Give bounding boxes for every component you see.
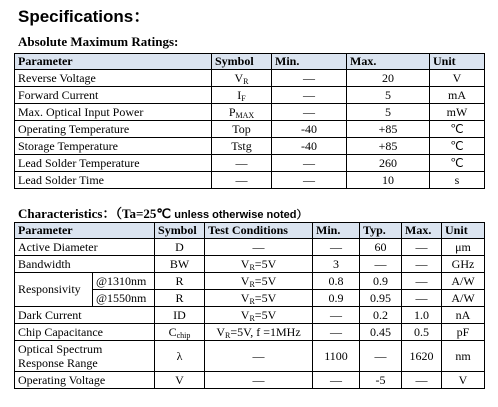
symbol-cell: λ	[155, 341, 205, 372]
unit-cell: nm	[442, 341, 485, 372]
unit-cell: ℃	[430, 155, 485, 172]
unit-cell: A/W	[442, 290, 485, 307]
max-cell: 1.0	[402, 307, 442, 324]
min-cell: —	[313, 307, 360, 324]
min-cell: —	[313, 239, 360, 256]
symbol-cell: R	[155, 273, 205, 290]
param-cell: Chip Capacitance	[15, 324, 155, 341]
cond-subscript: R	[249, 296, 255, 306]
header-cell: Parameter	[15, 54, 212, 70]
max-cell: 5	[347, 87, 430, 104]
min-cell: 0.9	[313, 290, 360, 307]
max-cell: —	[402, 290, 442, 307]
absolute-max-ratings-table	[14, 53, 485, 189]
unit-cell: mW	[430, 104, 485, 121]
header-cell: Parameter	[15, 223, 155, 239]
param-cell: Storage Temperature	[15, 138, 212, 155]
cond-subscript: R	[225, 330, 231, 340]
unit-cell: mA	[430, 87, 485, 104]
param-cell: Forward Current	[15, 87, 212, 104]
unit-cell: nA	[442, 307, 485, 324]
cond-text: V	[240, 307, 250, 322]
condition-cell: —	[205, 239, 313, 256]
characteristics-heading-main: Characteristics：（Ta=25℃	[18, 206, 171, 221]
symbol-cell: D	[155, 239, 205, 256]
cond-subscript: R	[249, 279, 255, 289]
header-cell: Unit	[442, 223, 485, 239]
wavelength-cell: @1550nm	[93, 290, 155, 307]
page-title: Specifications：	[18, 7, 151, 26]
cond-rest: =5V	[254, 307, 277, 322]
unit-cell: V	[430, 70, 485, 87]
symbol-cell: V	[155, 372, 205, 389]
symbol-text: P	[228, 104, 236, 119]
table-row	[15, 307, 485, 324]
min-cell: —	[272, 87, 347, 104]
unit-cell: ℃	[430, 138, 485, 155]
condition-cell: —	[205, 341, 313, 372]
symbol-cell	[212, 70, 272, 87]
symbol-cell	[212, 87, 272, 104]
symbol-subscript: R	[243, 76, 249, 86]
symbol-cell: BW	[155, 256, 205, 273]
min-cell: —	[272, 104, 347, 121]
typ-cell: —	[360, 341, 402, 372]
param-cell: Lead Solder Temperature	[15, 155, 212, 172]
header-cell: Test Conditions	[205, 223, 313, 239]
max-cell: +85	[347, 138, 430, 155]
max-cell: 260	[347, 155, 430, 172]
typ-cell: 0.9	[360, 273, 402, 290]
header-cell: Symbol	[155, 223, 205, 239]
symbol-cell: —	[212, 155, 272, 172]
symbol-subscript: chip	[176, 330, 191, 340]
min-cell: -40	[272, 138, 347, 155]
condition-cell	[205, 256, 313, 273]
characteristics-heading-note: unless otherwise noted）	[174, 209, 308, 221]
table-row	[15, 256, 485, 273]
symbol-cell: Top	[212, 121, 272, 138]
symbol-cell: —	[212, 172, 272, 189]
table-row	[15, 155, 485, 172]
max-cell: 10	[347, 172, 430, 189]
param-cell: Operating Voltage	[15, 372, 155, 389]
param-cell: Max. Optical Input Power	[15, 104, 212, 121]
table-row	[15, 341, 485, 372]
param-cell: Lead Solder Time	[15, 172, 212, 189]
cond-text: V	[240, 273, 250, 288]
max-cell: 20	[347, 70, 430, 87]
typ-cell: 0.2	[360, 307, 402, 324]
unit-cell: μm	[442, 239, 485, 256]
symbol-cell: Tstg	[212, 138, 272, 155]
symbol-cell	[155, 324, 205, 341]
table-row	[15, 273, 485, 290]
symbol-cell: ID	[155, 307, 205, 324]
characteristics-table	[14, 222, 485, 389]
header-cell: Max.	[402, 223, 442, 239]
condition-cell: —	[205, 372, 313, 389]
header-cell: Min.	[272, 54, 347, 70]
table-row	[15, 138, 485, 155]
symbol-cell: R	[155, 290, 205, 307]
condition-cell	[205, 290, 313, 307]
param-cell: Bandwidth	[15, 256, 155, 273]
table-row	[15, 70, 485, 87]
symbol-text: C	[168, 324, 177, 339]
cond-subscript: R	[249, 262, 255, 272]
cond-rest: =5V	[254, 256, 277, 271]
min-cell: -40	[272, 121, 347, 138]
table-row	[15, 324, 485, 341]
max-cell: —	[402, 273, 442, 290]
min-cell: —	[313, 372, 360, 389]
param-cell: Optical Spectrum Response Range	[15, 341, 155, 372]
symbol-subscript: MAX	[235, 110, 255, 120]
symbol-text: I	[237, 87, 242, 102]
typ-cell: 0.95	[360, 290, 402, 307]
amr-heading: Absolute Maximum Ratings:	[18, 34, 179, 49]
max-cell: —	[402, 372, 442, 389]
symbol-text: V	[234, 70, 244, 85]
typ-cell: 0.45	[360, 324, 402, 341]
param-cell: Active Diameter	[15, 239, 155, 256]
min-cell: —	[272, 70, 347, 87]
unit-cell: GHz	[442, 256, 485, 273]
typ-cell: -5	[360, 372, 402, 389]
cond-text: V	[240, 256, 250, 271]
min-cell: 1100	[313, 341, 360, 372]
max-cell: 1620	[402, 341, 442, 372]
condition-cell	[205, 307, 313, 324]
header-cell: Min.	[313, 223, 360, 239]
header-cell: Symbol	[212, 54, 272, 70]
cond-text: V	[216, 324, 226, 339]
cond-rest: =5V	[254, 290, 277, 305]
wavelength-cell: @1310nm	[93, 273, 155, 290]
table-row	[15, 372, 485, 389]
min-cell: —	[272, 172, 347, 189]
table-header-row	[15, 223, 485, 239]
min-cell: 0.8	[313, 273, 360, 290]
param-cell: Operating Temperature	[15, 121, 212, 138]
condition-cell	[205, 324, 313, 341]
typ-cell: —	[360, 256, 402, 273]
min-cell: —	[313, 324, 360, 341]
cond-subscript: R	[249, 313, 255, 323]
max-cell: 0.5	[402, 324, 442, 341]
table-row	[15, 239, 485, 256]
table-header-row	[15, 54, 485, 70]
header-cell: Unit	[430, 54, 485, 70]
unit-cell: s	[430, 172, 485, 189]
cond-text: V	[240, 290, 250, 305]
table-row	[15, 87, 485, 104]
cond-rest: =5V, f =1MHz	[230, 324, 301, 339]
unit-cell: pF	[442, 324, 485, 341]
min-cell: 3	[313, 256, 360, 273]
max-cell: 5	[347, 104, 430, 121]
symbol-subscript: F	[241, 93, 246, 103]
condition-cell	[205, 273, 313, 290]
typ-cell: 60	[360, 239, 402, 256]
symbol-cell	[212, 104, 272, 121]
max-cell: —	[402, 239, 442, 256]
table-row	[15, 104, 485, 121]
header-cell: Max.	[347, 54, 430, 70]
max-cell: +85	[347, 121, 430, 138]
table-row	[15, 121, 485, 138]
unit-cell: V	[442, 372, 485, 389]
header-cell: Typ.	[360, 223, 402, 239]
max-cell: —	[402, 256, 442, 273]
param-cell: Responsivity	[15, 273, 93, 307]
min-cell: —	[272, 155, 347, 172]
table-row	[15, 172, 485, 189]
unit-cell: A/W	[442, 273, 485, 290]
characteristics-heading	[18, 203, 307, 222]
cond-rest: =5V	[254, 273, 277, 288]
param-cell: Dark Current	[15, 307, 155, 324]
unit-cell: ℃	[430, 121, 485, 138]
param-cell: Reverse Voltage	[15, 70, 212, 87]
